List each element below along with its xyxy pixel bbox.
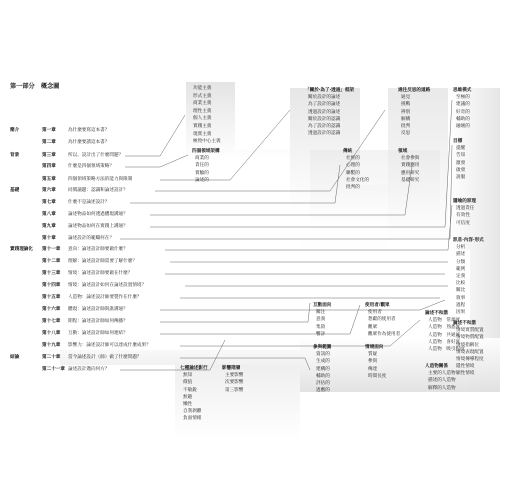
group-item: 聯繫的 (346, 170, 360, 176)
chapter-number: 第一章 (42, 128, 56, 133)
chapter-question: 論述物品如何透過體現溝通？ (68, 212, 128, 217)
group-item: 情境表現配置 (456, 349, 484, 355)
group-header-four-fields: 四個領域架構 (192, 149, 220, 154)
chapter-question: 互動：論述設計師如何連結？ (68, 331, 128, 336)
group-item: 基礎研究 (401, 177, 420, 183)
group-header-frames: 「關於‧為了‧透過」框架 (305, 88, 355, 93)
group-item: 社會文化的 (346, 177, 369, 183)
group-item: 意義 (316, 317, 326, 323)
chapter-question: 情境：論述設計如何在論述設置情境？ (68, 283, 147, 288)
group-header-user: 使用者/觀眾 (365, 303, 390, 308)
band-mid (310, 150, 440, 235)
group-item: 想獻的使用者 (368, 317, 396, 323)
group-item: 說服 (456, 175, 466, 180)
chapter-question: 論述物品如何在實踐上溝通？ (68, 224, 128, 229)
group-item: 挑戰 (401, 102, 411, 108)
chapter-number: 第六章 (42, 188, 56, 193)
group-item: 次要影響 (225, 380, 244, 386)
group-header-context-axis: 情境面向 (365, 345, 384, 350)
group-item: 人造物 吸引程度 (428, 347, 465, 352)
group-header-paths: 通往反思的道路 (398, 88, 431, 93)
group-item: 集敘 (316, 324, 326, 330)
page-title: 第一部分 概念圖 (10, 83, 60, 90)
group-item: 功能主義 (193, 86, 212, 91)
chapter-number: 第十七章 (42, 319, 61, 324)
group-header-artifact-people: 人造物關係 (425, 364, 448, 369)
group-item: 反思 (401, 131, 411, 137)
chapter-number: 第二十章 (42, 355, 61, 360)
chapter-number: 第五章 (42, 177, 56, 182)
group-item: 論述的 (195, 177, 209, 183)
group-item: 分析 (456, 245, 466, 251)
group-item: 隱性情境 (456, 364, 475, 370)
group-item: 評估的 (316, 381, 330, 386)
group-item: 好奇的 (456, 109, 470, 115)
section-label: 結論 (10, 355, 20, 360)
group-item: 商業主義 (193, 101, 212, 107)
group-item: 人造物 常規度 (428, 318, 461, 324)
group-item: 激發 (456, 160, 466, 166)
chapter-question: 意向：論述設計師要做什麼？ (68, 247, 128, 252)
chapter-number: 第十章 (42, 236, 56, 241)
group-item: 無知 (183, 373, 193, 379)
chapter-number: 第十三章 (42, 271, 61, 276)
group-header-field: 領域 (398, 149, 408, 154)
group-item: 質疑 (368, 352, 378, 358)
group-item: 關於設計的認識 (308, 116, 341, 122)
group-item: 描述 (456, 252, 466, 258)
chapter-number: 第十六章 (42, 307, 61, 312)
chapter-number: 第八章 (42, 212, 56, 217)
chapter-number: 第十四章 (42, 283, 61, 288)
chapter-question: 所以，設計出了什麼問題？ (68, 153, 124, 158)
group-item: 傳達 (368, 366, 378, 372)
group-item: 不敏銳 (183, 387, 197, 393)
chapter-question: 什麼是四個領域策略？ (68, 164, 114, 169)
group-item: 商業的 (195, 156, 209, 162)
group-item: 實踐應用 (401, 163, 420, 169)
group-item: 個人主義 (193, 116, 212, 122)
group-item: 主要的人造物 (428, 371, 456, 377)
group-item: 現實主義 (193, 131, 212, 137)
group-item: 範例 (456, 266, 466, 272)
chapter-question: 為什麼要寫這本書？ (68, 128, 110, 133)
group-item: 解構 (401, 116, 411, 122)
chapter-question: 情境：論述設計師要做在什麼？ (68, 271, 133, 276)
chapter-question: 為什麼要讀這本書？ (68, 140, 110, 145)
group-item: 情境實質配置 (456, 328, 484, 334)
chapter-question: 什麼不是論述設計？ (68, 200, 110, 205)
group-item: 責任的 (195, 163, 209, 169)
group-item: 敘事 (456, 295, 466, 301)
section-label: 實踐理論化 (10, 247, 33, 252)
group-item: 顯性情境 (456, 371, 475, 377)
chapter-question: 論述設計邁向何方？ (68, 367, 110, 372)
chapter-question: 體現：論述設計師與誰溝通？ (68, 307, 128, 312)
chapter-number: 第十五章 (42, 295, 61, 300)
chapter-number: 第十二章 (42, 259, 61, 264)
group-header-scope: 參與範圍 (313, 345, 332, 350)
group-item: 負面情緒 (183, 416, 202, 422)
group-item: 批判 (401, 124, 411, 129)
group-header-wisdom: 訊息‧內容‧形式 (453, 238, 484, 243)
group-item: 生成的 (316, 359, 330, 365)
group-item: 主要影響 (225, 373, 244, 379)
group-item: 因果 (456, 310, 466, 315)
group-item: 觀眾作為使用者 (368, 331, 401, 337)
group-item: 關比 (456, 288, 466, 294)
chapter-number: 第三章 (42, 153, 56, 158)
group-item: 情境指稱位 (456, 342, 479, 348)
group-header-goals: 目標 (453, 139, 463, 144)
group-item: 分類 (456, 259, 466, 265)
group-item: 輔助的 (316, 373, 330, 379)
group-item: 透過設計的論述 (308, 109, 341, 115)
group-header-seven: 七種論述影行 (180, 366, 208, 371)
group-header-interaction: 互動面向 (313, 303, 332, 308)
group-item: 為了設計的認識 (308, 124, 341, 129)
group-item: 輔助的 (456, 116, 470, 122)
group-item: 心理的 (346, 163, 360, 169)
group-item: 自我剝離 (183, 409, 202, 415)
group-item: 情境傳導程度 (456, 357, 484, 362)
group-item: 辨別 (401, 109, 411, 115)
group-item: 人造物 喜好度 (428, 339, 461, 345)
chapter-number: 第十一章 (42, 247, 61, 252)
chapter-number: 第二章 (42, 140, 56, 145)
group-item: 通見 (401, 95, 411, 101)
group-item: 透過責任 (456, 206, 475, 212)
chapter-question: 四個領域策略方法的能力與限制 (68, 177, 133, 182)
group-item: 使用者 (368, 310, 382, 316)
group-item: 有效性 (456, 213, 470, 219)
group-item: 批判的 (346, 185, 360, 190)
chapter-number: 第十九章 (42, 343, 61, 348)
group-item: 社經的 (346, 156, 360, 162)
group-item: 理性主義 (193, 108, 212, 114)
group-item: 建構的 (316, 366, 330, 372)
group-item: 價值 (183, 380, 193, 386)
group-item: 關注 (316, 310, 326, 316)
group-header-artifact-discord: 論述不和諧 (425, 311, 448, 316)
group-item: 社會參與 (401, 156, 420, 162)
group-item: 人造物 熟悉度 (428, 325, 461, 331)
group-item: 無趣 (183, 394, 193, 400)
group-item: 參與 (368, 359, 378, 365)
group-item: 啟發 (456, 167, 466, 173)
group-item: 可信度 (456, 220, 470, 226)
group-item: 資訊的 (316, 352, 330, 358)
chapter-question: 論述設計的範疇何在？ (68, 236, 114, 241)
group-item: 懶性 (183, 402, 193, 407)
group-item: 為了設計的論述 (308, 102, 341, 108)
group-item: 告知 (456, 153, 466, 159)
group-item: 建議的 (456, 102, 470, 108)
group-item: 極致中心主義 (193, 139, 221, 145)
group-item: 觀眾 (368, 324, 378, 330)
chapter-question: 影響力：論述設計師可以達成什麼成果？ (68, 343, 151, 348)
chapter-question: 理解：論述設計師需要了解什麼？ (68, 259, 137, 264)
chapter-question: 期程：論述設計師如何傳播？ (68, 319, 128, 324)
group-item: 提醒 (456, 146, 466, 152)
group-item: 實驗的 (195, 170, 209, 176)
group-item: 形式主義 (193, 93, 212, 99)
group-header-context-types: 論述不和諧 (453, 321, 476, 326)
group-header-influence: 影響階層 (222, 366, 241, 371)
group-item: 應用研究 (401, 170, 420, 176)
chapter-number: 第二十一章 (42, 367, 65, 372)
group-item: 實踐主義 (193, 124, 212, 129)
group-header-thinking: 思維模式 (453, 88, 472, 93)
group-item: 定義 (456, 274, 466, 279)
group-item: 融壞的 (456, 124, 470, 129)
group-item: 關於設計的論述 (308, 95, 341, 101)
group-item: 情境物質配置 (456, 335, 484, 341)
group-item: 第三影響 (225, 387, 244, 393)
group-item: 人造物 共通度 (428, 332, 461, 338)
group-item: 描述的人造物 (428, 378, 456, 384)
chapter-question: 當今論述設計（師）做了什麼問題？ (68, 355, 142, 360)
group-item: 時間長度 (368, 373, 387, 379)
group-item: 過程 (456, 302, 466, 308)
section-label: 背景 (10, 153, 20, 158)
chapter-number: 第九章 (42, 224, 56, 229)
group-item: 透過設計的認識 (308, 131, 341, 137)
group-header-tradition: 傳統 (343, 149, 353, 154)
chapter-number: 第七章 (42, 200, 56, 205)
chapter-question: 同價議題：認識和論述設計？ (68, 188, 128, 193)
chapter-question: 人造物：論述設計師要製作在什麼？ (68, 295, 142, 300)
section-label: 簡介 (10, 128, 20, 133)
chapter-number: 第四章 (42, 164, 56, 169)
group-header-limits: 隱喻的原理 (453, 199, 476, 204)
group-item: 解釋的人造物 (428, 385, 456, 391)
group-item: 響評 (316, 331, 326, 337)
section-label: 基礎 (10, 188, 20, 193)
group-item: 比較 (456, 281, 466, 287)
group-item: 至極的 (456, 95, 470, 101)
group-item: 過應的 (316, 388, 330, 394)
chapter-number: 第十八章 (42, 331, 61, 336)
